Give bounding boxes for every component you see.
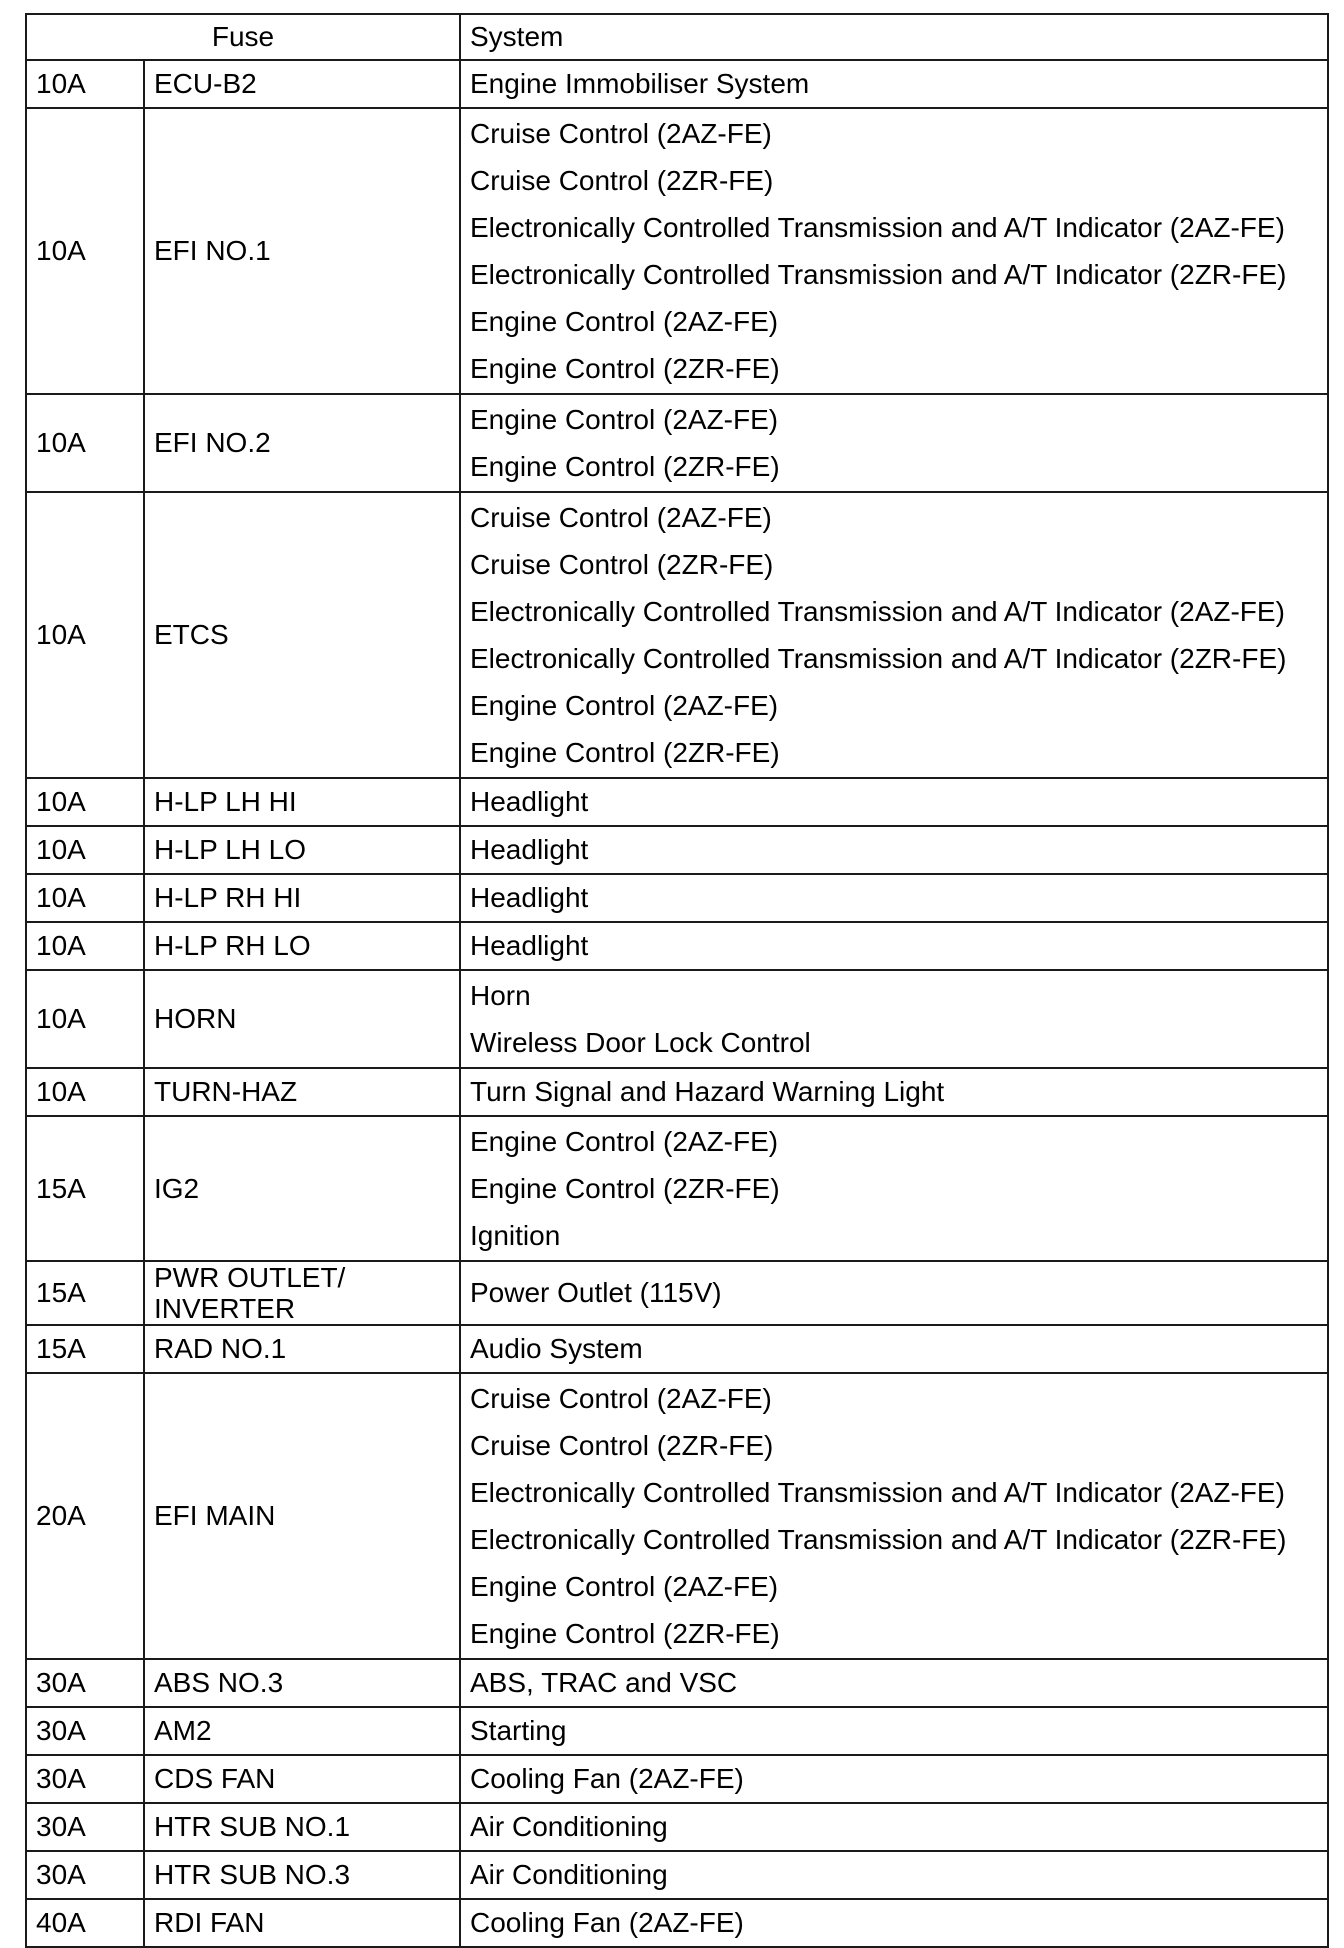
fuse-name: [144, 1116, 460, 1261]
system-cell: [460, 1261, 1328, 1325]
system-cell: [460, 874, 1328, 922]
fuse-name: [144, 1325, 460, 1373]
fuse-amperage: 10A: [26, 826, 144, 874]
fuse-name: [144, 970, 460, 1068]
fuse-name: [144, 394, 460, 492]
fuse-name: [144, 1707, 460, 1755]
system-entry: Turn Signal and Hazard Warning Light: [470, 1076, 945, 1107]
system-entry: Engine Immobiliser System: [470, 68, 810, 99]
fuse-name: [144, 60, 460, 108]
fuse-amperage: 10A: [26, 1068, 144, 1116]
fuse-amperage: 30A: [26, 1707, 144, 1755]
fuse-amperage: 10A: [26, 394, 144, 492]
system-entry: Air Conditioning: [470, 1859, 668, 1890]
system-entry: Engine Control (2AZ-FE): [470, 306, 779, 337]
system-entry: Power Outlet (115V): [470, 1277, 722, 1308]
fuse-name-line: TURN-HAZ: [154, 1076, 298, 1107]
table-row: [26, 108, 1328, 394]
fuse-name-line: H-LP RH LO: [154, 930, 311, 961]
system-cell: [460, 778, 1328, 826]
fuse-name-line: RDI FAN: [154, 1907, 265, 1938]
system-cell: [460, 1851, 1328, 1899]
fuse-name-line: ECU-B2: [154, 68, 257, 99]
fuse-name: [144, 1659, 460, 1707]
system-entry: Electronically Controlled Transmission and A/T Indicator (2AZ-FE): [470, 1477, 1285, 1508]
system-entry: Engine Control (2ZR-FE): [470, 451, 780, 482]
fuse-name-line: HTR SUB NO.1: [154, 1811, 351, 1842]
table-row: [26, 970, 1328, 1068]
fuse-table: [25, 13, 1329, 1948]
table-row: [26, 394, 1328, 492]
fuse-table-body: [26, 60, 1328, 1947]
fuse-name-line: INVERTER: [154, 1293, 296, 1324]
fuse-name-line: H-LP RH HI: [154, 882, 302, 913]
system-entry: Electronically Controlled Transmission and A/T Indicator (2AZ-FE): [470, 596, 1285, 627]
header-system: System: [460, 14, 1328, 60]
system-cell: [460, 1803, 1328, 1851]
system-entry: Engine Control (2AZ-FE): [470, 404, 779, 435]
fuse-name-line: H-LP LH HI: [154, 786, 297, 817]
fuse-amperage: 15A: [26, 1261, 144, 1325]
fuse-name-line: HTR SUB NO.3: [154, 1859, 351, 1890]
fuse-name-line: AM2: [154, 1715, 212, 1746]
table-row: [26, 1659, 1328, 1707]
table-row: [26, 1373, 1328, 1659]
system-cell: [460, 492, 1328, 778]
system-entry: Engine Control (2AZ-FE): [470, 690, 779, 721]
fuse-name: [144, 108, 460, 394]
system-entry: Cruise Control (2ZR-FE): [470, 165, 774, 196]
table-row: [26, 1899, 1328, 1947]
table-row: [26, 60, 1328, 108]
fuse-name-line: PWR OUTLET/: [154, 1262, 346, 1293]
fuse-name-line: RAD NO.1: [154, 1333, 287, 1364]
system-entry: Starting: [470, 1715, 567, 1746]
system-cell: [460, 1755, 1328, 1803]
system-entry: Engine Control (2ZR-FE): [470, 1173, 780, 1204]
fuse-amperage: 10A: [26, 970, 144, 1068]
system-cell: [460, 1116, 1328, 1261]
fuse-amperage: 15A: [26, 1325, 144, 1373]
table-row: [26, 1707, 1328, 1755]
system-entry: Electronically Controlled Transmission and A/T Indicator (2ZR-FE): [470, 643, 1287, 674]
system-cell: [460, 826, 1328, 874]
fuse-name-line: H-LP LH LO: [154, 834, 306, 865]
fuse-name: [144, 826, 460, 874]
fuse-amperage: 10A: [26, 60, 144, 108]
fuse-name-line: IG2: [154, 1172, 200, 1204]
system-entry: Headlight: [470, 882, 589, 913]
table-row: [26, 1803, 1328, 1851]
system-cell: [460, 1068, 1328, 1116]
table-row: [26, 1851, 1328, 1899]
fuse-name-line: CDS FAN: [154, 1763, 276, 1794]
system-cell: [460, 1659, 1328, 1707]
table-row: [26, 1261, 1328, 1325]
system-entry: Ignition: [470, 1220, 561, 1251]
table-row: [26, 1755, 1328, 1803]
system-entry: Cruise Control (2ZR-FE): [470, 1430, 774, 1461]
system-entry: Engine Control (2AZ-FE): [470, 1126, 779, 1157]
fuse-name: [144, 1851, 460, 1899]
fuse-amperage: 10A: [26, 922, 144, 970]
system-entry: ABS, TRAC and VSC: [470, 1667, 738, 1698]
fuse-name-line: EFI NO.1: [154, 235, 271, 266]
system-cell: [460, 1325, 1328, 1373]
fuse-name: [144, 922, 460, 970]
system-entry: Wireless Door Lock Control: [470, 1027, 811, 1058]
fuse-amperage: 30A: [26, 1659, 144, 1707]
system-entry: Cruise Control (2ZR-FE): [470, 549, 774, 580]
system-entry: Electronically Controlled Transmission and A/T Indicator (2AZ-FE): [470, 212, 1285, 243]
system-cell: [460, 108, 1328, 394]
system-entry: Engine Control (2ZR-FE): [470, 353, 780, 384]
system-entry: Engine Control (2ZR-FE): [470, 1618, 780, 1649]
system-cell: [460, 970, 1328, 1068]
system-entry: Headlight: [470, 834, 589, 865]
fuse-name: [144, 492, 460, 778]
fuse-name: [144, 778, 460, 826]
fuse-amperage: 30A: [26, 1755, 144, 1803]
header-fuse: Fuse: [26, 14, 460, 60]
fuse-amperage: 30A: [26, 1803, 144, 1851]
system-entry: Engine Control (2AZ-FE): [470, 1571, 779, 1602]
table-row: [26, 778, 1328, 826]
system-entry: Cruise Control (2AZ-FE): [470, 118, 772, 149]
fuse-amperage: 20A: [26, 1373, 144, 1659]
fuse-amperage: 10A: [26, 108, 144, 394]
fuse-name: [144, 1373, 460, 1659]
table-row: [26, 1325, 1328, 1373]
fuse-name-line: HORN: [154, 1003, 237, 1034]
system-entry: Cruise Control (2AZ-FE): [470, 1383, 772, 1414]
table-row: [26, 922, 1328, 970]
system-entry: Horn: [470, 980, 531, 1011]
table-row: [26, 1068, 1328, 1116]
fuse-name: [144, 874, 460, 922]
fuse-name: [144, 1261, 460, 1325]
fuse-name: [144, 1755, 460, 1803]
table-row: [26, 1116, 1328, 1261]
system-entry: Cooling Fan (2AZ-FE): [470, 1907, 744, 1938]
fuse-name: [144, 1068, 460, 1116]
fuse-name-line: EFI MAIN: [154, 1500, 276, 1531]
fuse-name-line: ETCS: [154, 619, 229, 650]
fuse-amperage: 10A: [26, 492, 144, 778]
fuse-name-line: EFI NO.2: [154, 427, 271, 458]
table-row: [26, 826, 1328, 874]
header-row: [26, 14, 1328, 60]
system-entry: Cooling Fan (2AZ-FE): [470, 1763, 744, 1794]
system-cell: [460, 60, 1328, 108]
table-row: [26, 874, 1328, 922]
system-entry: Electronically Controlled Transmission and A/T Indicator (2ZR-FE): [470, 1524, 1287, 1555]
system-entry: Headlight: [470, 786, 589, 817]
system-cell: [460, 1899, 1328, 1947]
system-cell: [460, 922, 1328, 970]
fuse-amperage: 40A: [26, 1899, 144, 1947]
system-entry: Cruise Control (2AZ-FE): [470, 502, 772, 533]
fuse-name: [144, 1803, 460, 1851]
system-cell: [460, 1707, 1328, 1755]
fuse-name: [144, 1899, 460, 1947]
system-cell: [460, 1373, 1328, 1659]
table-row: [26, 492, 1328, 778]
system-entry: Engine Control (2ZR-FE): [470, 737, 780, 768]
fuse-amperage: 15A: [26, 1116, 144, 1261]
system-entry: Air Conditioning: [470, 1811, 668, 1842]
system-entry: Audio System: [470, 1333, 643, 1364]
fuse-name-line: ABS NO.3: [154, 1667, 284, 1698]
fuse-amperage: 10A: [26, 874, 144, 922]
system-cell: [460, 394, 1328, 492]
fuse-amperage: 10A: [26, 778, 144, 826]
system-entry: Electronically Controlled Transmission and A/T Indicator (2ZR-FE): [470, 259, 1287, 290]
system-entry: Headlight: [470, 930, 589, 961]
fuse-amperage: 30A: [26, 1851, 144, 1899]
